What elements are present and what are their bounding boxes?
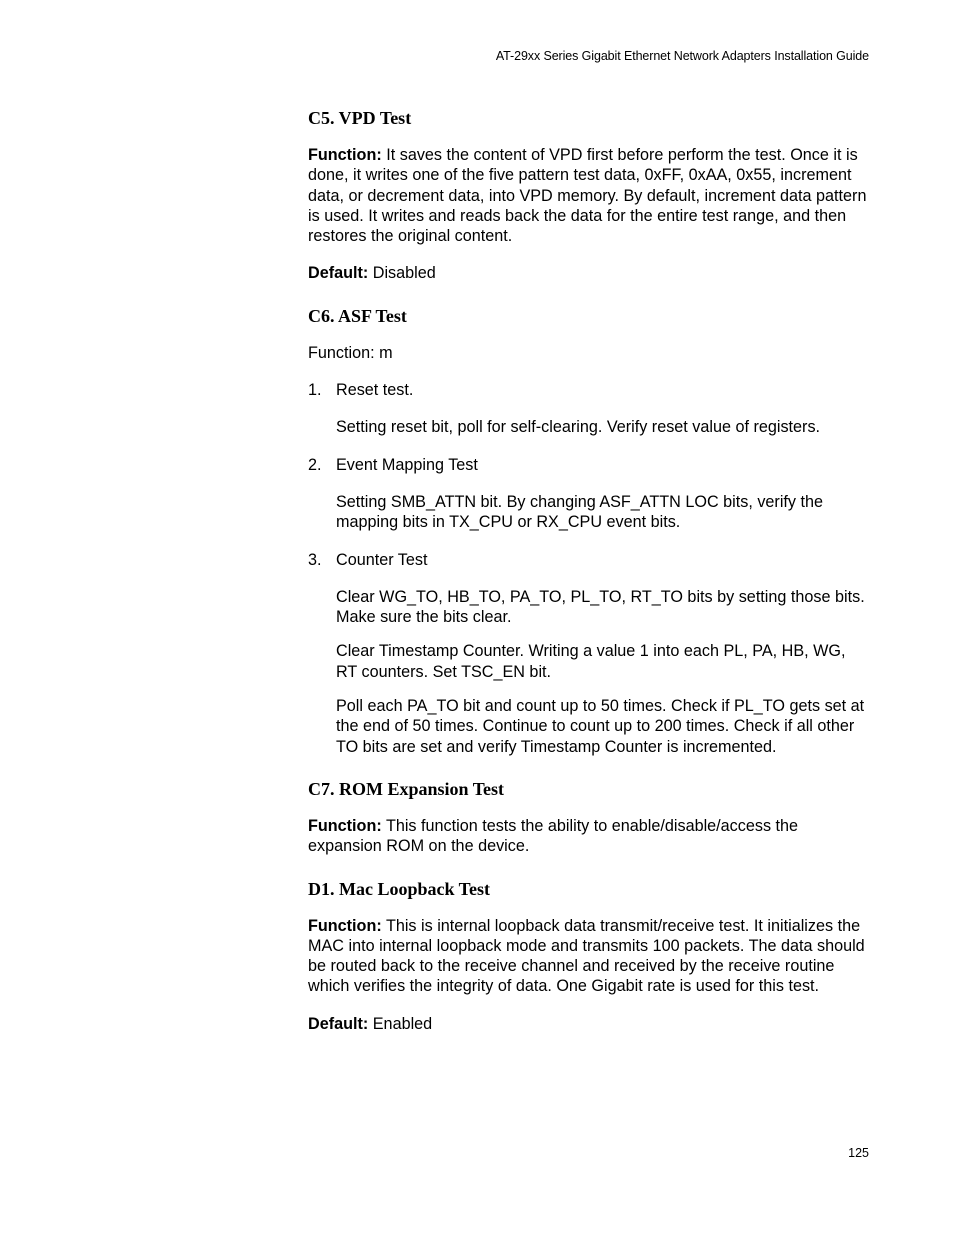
d1-default-text: Enabled: [368, 1014, 433, 1033]
d1-default-paragraph: [308, 1014, 870, 1034]
c7-function-text: This function tests the ability to enable/disable/access the expansion ROM on the device.: [308, 816, 799, 856]
c6-item-3-para-1: Clear WG_TO, HB_TO, PA_TO, PL_TO, RT_TO bits by setting those bits. Make sure the bits clear.: [336, 587, 865, 627]
c6-item-1-title: Reset test.: [336, 381, 414, 400]
c6-item-2: [308, 455, 870, 475]
section-heading-c7: C7. ROM Expansion Test: [308, 778, 505, 799]
c6-item-1-number: 1.: [308, 381, 322, 400]
c6-item-3: [308, 550, 870, 570]
section-heading-c5: C5. VPD Test: [308, 108, 412, 128]
c6-item-1-para-1: Setting reset bit, poll for self-clearing. Verify reset value of registers.: [336, 418, 821, 437]
c6-item-1: [308, 380, 870, 400]
d1-function-text: This is internal loopback data transmit/receive test. It initializes the MAC into internal loopback mode and transmits 100 packets. The data should be routed back to the receive channel and received by the receive routine which verifies the integrity of data. One Gigabit rate is used for this test.: [308, 916, 865, 996]
c5-function-text: It saves the content of VPD first before perform the test. Once it is done, it writes one of the five pattern test data, 0xFF, 0xAA, 0x55, increment data, or decrement data, into VPD memory. By default, increment data pattern is used. It writes and reads back the data for the entire test range, and then restores the original content.: [308, 146, 867, 246]
c6-item-3-number: 3.: [308, 550, 322, 569]
c6-item-3-title: Counter Test: [336, 550, 428, 569]
d1-default-label: Default:: [308, 1014, 369, 1033]
running-header: AT-29xx Series Gigabit Ethernet Network Adapters Installation Guide: [495, 49, 869, 63]
page-content: [308, 105, 870, 1051]
c7-function-label: Function:: [308, 816, 382, 835]
c5-function-paragraph: [308, 145, 870, 246]
c5-default-label: Default:: [308, 264, 369, 283]
c6-function-line: Function: m: [308, 343, 393, 362]
c5-default-paragraph: [308, 263, 870, 283]
c6-item-2-para-1: Setting SMB_ATTN bit. By changing ASF_ATTN LOC bits, verify the mapping bits in TX_CPU or RX_CPU event bits.: [336, 492, 824, 532]
c5-function-label: Function:: [308, 146, 382, 164]
d1-function-label: Function:: [308, 916, 382, 935]
c6-item-2-title: Event Mapping Test: [336, 455, 478, 474]
c6-item-3-para-3: Poll each PA_TO bit and count up to 50 times. Check if PL_TO gets set at the end of 50 times. Continue to count up to 200 times. Check if all other TO bits are set and verify Timestamp Counter is incremented.: [336, 697, 865, 756]
page-number: 125: [848, 1146, 869, 1160]
c6-item-2-number: 2.: [308, 455, 322, 474]
c5-default-text: Disabled: [368, 264, 436, 283]
section-heading-c6: C6. ASF Test: [308, 305, 407, 326]
section-heading-d1: D1. Mac Loopback Test: [308, 878, 491, 899]
d1-function-paragraph: [308, 916, 870, 997]
c6-item-3-para-2: Clear Timestamp Counter. Writing a value 1 into each PL, PA, HB, WG, RT counters. Set TSC_EN bit.: [336, 642, 846, 681]
c7-function-paragraph: [308, 816, 870, 857]
